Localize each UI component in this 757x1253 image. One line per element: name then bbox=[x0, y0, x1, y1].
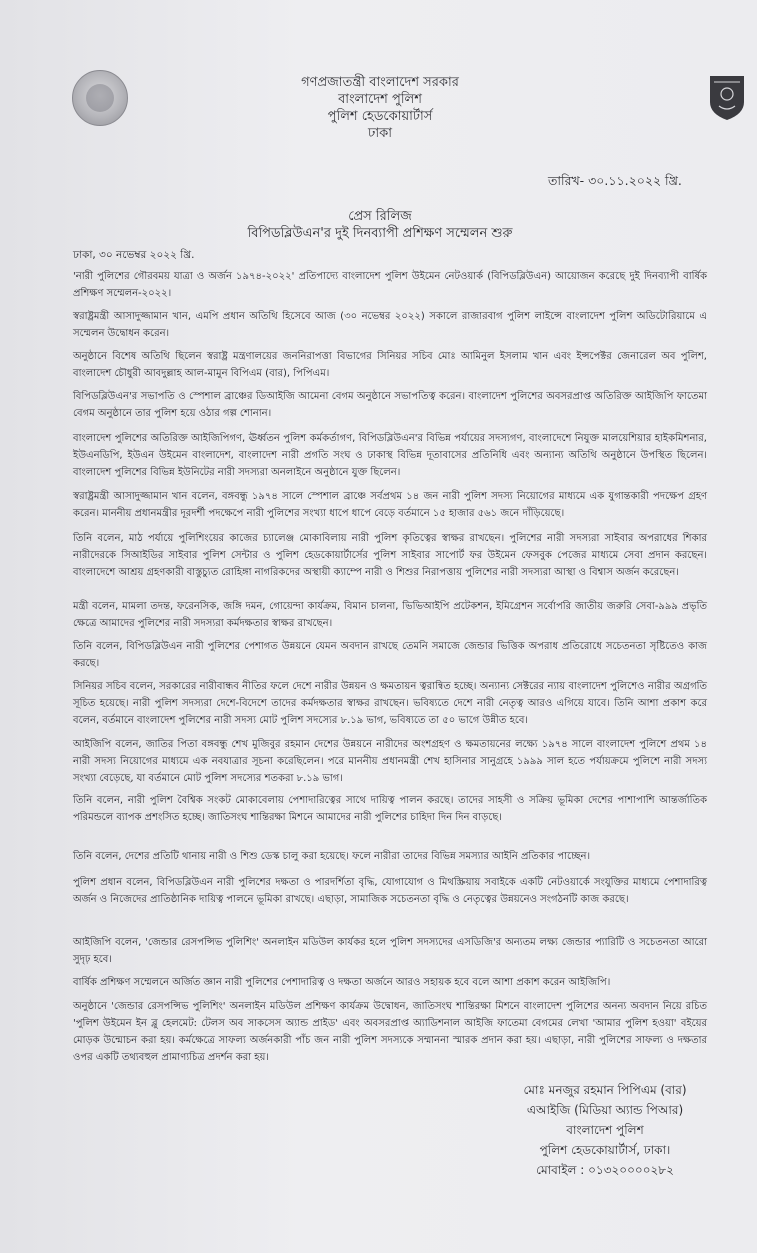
paragraph: 'নারী পুলিশের গৌরবময় যাত্রা ও অর্জন ১৯৭৪-২০২২' প্রতিপাদ্যে বাংলাদেশ পুলিশ উইমেন নেটওয়ার্ক (বিপিডব্লিউএন) আয়োজন করেছে দুই দিনব্যাপী বার্ষিক প্রশিক্ষণ সম্মেলন-২০২২। bbox=[73, 271, 707, 299]
letterhead-police: বাংলাদেশ পুলিশ bbox=[338, 92, 422, 107]
paragraph: অনুষ্ঠানে বিশেষ অতিথি ছিলেন স্বরাষ্ট্র মন্ত্রণালয়ের জননিরাপত্তা বিভাগের সিনিয়র সচিব মোঃ আমিনুল ইসলাম খান এবং ইন্সপেক্টর জেনারেল অব পুলিশ, বাংলাদেশ চৌধুরী আবদুল্লাহ আল-মামুন বিপিএম (বার), পিপিএম। bbox=[73, 351, 707, 379]
letterhead-headquarters: পুলিশ হেডকোয়ার্টার্স bbox=[327, 109, 433, 124]
signatory-name: মোঃ মনজুর রহমান পিপিএম (বার) bbox=[523, 1083, 687, 1097]
paragraph: বাংলাদেশ পুলিশের অতিরিক্ত আইজিপিগণ, ঊর্ধ্বতন পুলিশ কর্মকর্তাগণ, বিপিডব্লিউএন'র বিভিন্ন পর্যায়ের সদস্যগণ, বাংলাদেশে নিযুক্ত মালয়েশিয়ার হাইকমিশনার, ইউএনডিপি, ইউএন উইমেন বাংলাদেশ, বাংলাদেশ নারী প্রগতি সংঘ ও ঢাকাস্থ বিভিন্ন দূতাবাসের প্রতিনিধি এবং অন্যান্য অতিথি অনুষ্ঠানে উপস্থিত ছিলেন। বাংলাদেশ পুলিশের বিভিন্ন ইউনিটের নারী সদস্যরা অনলাইনে অনুষ্ঠানে যুক্ত ছিলেন। bbox=[73, 433, 707, 478]
letterhead-government: গণপ্রজাতন্ত্রী বাংলাদেশ সরকার bbox=[301, 75, 459, 90]
paragraph: আইজিপি বলেন, জাতির পিতা বঙ্গবন্ধু শেখ মুজিবুর রহমান দেশের উন্নয়নে নারীদের অংশগ্রহণ ও ক্ষমতায়নের লক্ষ্যে ১৯৭৪ সালে বাংলাদেশ পুলিশে প্রথম ১৪ নারী সদস্য নিয়োগের মাধ্যমে এক নবযাত্রার সূচনা করেছিলেন। পরে মাননীয় প্রধানমন্ত্রী শেখ হাসিনার সানুগ্রহে ১৯৯৯ সাল হতে পর্যায়ক্রমে পুলিশে নারী সদস্য সংখ্যা বেড়েছে, যা বর্তমানে মোট পুলিশ সদস্যের শতকরা ৮.১৯ ভাগ। bbox=[73, 739, 707, 784]
paragraph: সিনিয়র সচিব বলেন, সরকারের নারীবান্ধব নীতির ফলে দেশে নারীর উন্নয়ন ও ক্ষমতায়ন ত্বরান্বিত হচ্ছে। অন্যান্য সেক্টরের ন্যায় বাংলাদেশ পুলিশেও নারীর অগ্রগতি সূচিত হয়েছে। নারী পুলিশ সদস্যরা দেশে-বিদেশে তাদের কর্মদক্ষতার স্বাক্ষর রাখছেন। ভবিষ্যতে দেশে নারী নেতৃত্ব আরও এগিয়ে যাবে। তিনি আশা প্রকাশ করে বলেন, বর্তমানে বাংলাদেশ পুলিশের নারী সদস্য মোট পুলিশ সদস্যের ৮.১৯ ভাগ, ভবিষ্যতে তা ৫০ ভাগে উন্নীত হবে। bbox=[73, 681, 707, 726]
bangladesh-government-seal-icon bbox=[72, 70, 128, 126]
paragraph: বিপিডব্লিউএন'র সভাপতি ও স্পেশাল ব্রাঞ্চের ডিআইজি আমেনা বেগম অনুষ্ঠানে সভাপতিত্ব করেন। বাংলাদেশ পুলিশের অবসরপ্রাপ্ত অতিরিক্ত আইজিপি ফাতেমা বেগম অনুষ্ঠানে তার পুলিশ হয়ে ওঠার গল্প শোনান। bbox=[73, 391, 707, 419]
paragraph: বার্ষিক প্রশিক্ষণ সম্মেলনে অর্জিত জ্ঞান নারী পুলিশের পেশাদারিত্ব ও দক্ষতা অর্জনে আরও সহায়ক হবে বলে আশা প্রকাশ করেন আইজিপি। bbox=[73, 977, 611, 988]
dateline: ঢাকা, ৩০ নভেম্বর ২০২২ খ্রি. bbox=[73, 249, 195, 261]
signature-block bbox=[505, 1080, 705, 1180]
press-release-title bbox=[140, 208, 620, 242]
signatory-office: পুলিশ হেডকোয়ার্টার্স, ঢাকা। bbox=[539, 1143, 671, 1157]
press-release-heading: প্রেস রিলিজ bbox=[348, 209, 412, 224]
paragraph: তিনি বলেন, দেশের প্রতিটি থানায় নারী ও শিশু ডেস্ক চালু করা হয়েছে। ফলে নারীরা তাদের বিভিন্ন সমস্যার আইনি প্রতিকার পাচ্ছেন। bbox=[73, 851, 591, 862]
letterhead-city: ঢাকা bbox=[368, 126, 392, 141]
signatory-organization: বাংলাদেশ পুলিশ bbox=[566, 1123, 644, 1137]
press-release-subject: বিপিডব্লিউএন'র দুই দিনব্যাপী প্রশিক্ষণ সম্মেলন শুরু bbox=[247, 226, 513, 241]
paragraph: স্বরাষ্ট্রমন্ত্রী আসাদুজ্জামান খান, এমপি প্রধান অতিথি হিসেবে আজ (৩০ নভেম্বর ২০২২) সকালে রাজারবাগ পুলিশ লাইন্সে বাংলাদেশ পুলিশ অডিটোরিয়ামে এ সম্মেলন উদ্বোধন করেন। bbox=[73, 311, 707, 339]
paragraph: অনুষ্ঠানে 'জেন্ডার রেসপন্সিভ পুলিশিং' অনলাইন মডিউল প্রশিক্ষণ কার্যক্রম উদ্বোধন, জাতিসংঘ শান্তিরক্ষা মিশনে বাংলাদেশ পুলিশের অনন্য অবদান নিয়ে রচিত 'পুলিশ উইমেন ইন ব্লু হেলমেট: টেলস অব সাকসেস অ্যান্ড প্রাইড' এবং অবসরপ্রাপ্ত অ্যাডিশনাল আইজি ফাতেমা বেগমের লেখা 'আমার পুলিশ হওয়া' বইয়ের মোড়ক উন্মোচন করা হয়। কর্মক্ষেত্রে সাফল্য অর্জনকারী পাঁচ জন নারী পুলিশ সদস্যকে সম্মাননা স্মারক প্রদান করা হয়। এছাড়া, নারী পুলিশের সাফল্য ও দক্ষতার ওপর একটি তথ্যবহুল প্রামাণ্যচিত্র প্রদর্শন করা হয়। bbox=[73, 1001, 707, 1063]
paragraph: তিনি বলেন, নারী পুলিশ বৈশ্বিক সংকট মোকাবেলায় পেশাদারিত্বের সাথে দায়িত্ব পালন করছে। তাদের সাহসী ও সক্রিয় ভূমিকা দেশের পাশাপাশি আন্তর্জাতিক পরিমন্ডলে ব্যাপক প্রশংসিত হচ্ছে। জাতিসংঘ শান্তিরক্ষা মিশনে আমাদের নারী পুলিশের চাহিদা দিন দিন বাড়ছে। bbox=[73, 795, 707, 823]
paragraph: মন্ত্রী বলেন, মামলা তদন্ত, ফরেনসিক, জঙ্গি দমন, গোয়েন্দা কার্যক্রম, বিমান চালনা, ভিভিআইপি প্রটেকশন, ইমিগ্রেশন সর্বোপরি জাতীয় জরুরি সেবা-৯৯৯ প্রভৃতি ক্ষেত্রে আমাদের পুলিশের নারী সদস্যরা কর্মদক্ষতার স্বাক্ষর রাখছেন। bbox=[73, 601, 707, 629]
paragraph: স্বরাষ্ট্রমন্ত্রী আসাদুজ্জামান খান বলেন, বঙ্গবন্ধু ১৯৭৪ সালে স্পেশাল ব্রাঞ্চে সর্বপ্রথম ১৪ জন নারী পুলিশ সদস্য নিয়োগের মাধ্যমে এক যুগান্তকারী পদক্ষেপ গ্রহণ করেন। মাননীয় প্রধানমন্ত্রীর দূরদর্শী পদক্ষেপে নারী পুলিশের সংখ্যা ধাপে ধাপে বেড়ে বর্তমানে ১৫ হাজার ৫৬১ জনে দাঁড়িয়েছে। bbox=[73, 491, 707, 519]
paragraph: তিনি বলেন, বিপিডব্লিউএন নারী পুলিশের পেশাগত উন্নয়নে যেমন অবদান রাখছে তেমনি সমাজে জেন্ডার ভিত্তিক অপরাধ প্রতিরোধে সচেতনতা সৃষ্টিতেও কাজ করছে। bbox=[73, 641, 707, 669]
paragraph: আইজিপি বলেন, 'জেন্ডার রেসপন্সিভ পুলিশিং' অনলাইন মডিউল কার্যকর হলে পুলিশ সদস্যদের এসডিজি'র অন্যতম লক্ষ্য জেন্ডার প্যারিটি ও সচেতনতা আরো সুদৃঢ় হবে। bbox=[73, 937, 707, 965]
paragraph: তিনি বলেন, মাঠ পর্যায়ে পুলিশিংয়ের কাজের চ্যালেঞ্জ মোকাবিলায় নারী পুলিশ কৃতিত্বের স্বাক্ষর রাখছেন। পুলিশের নারী সদস্যরা সাইবার অপরাধের শিকার নারীদেরকে সিআইডির সাইবার পুলিশ সেন্টার ও পুলিশ হেডকোয়ার্টার্সের পুলিশ সাইবার সাপোর্ট ফর উইমেন ফেসবুক পেজের মাধ্যমে সেবা প্রদান করছেন। বাংলাদেশে আশ্রয় গ্রহণকারী বাস্তুচ্যুত রোহিঙ্গা নাগরিকদের অস্থায়ী ক্যাম্পে নারী ও শিশুর নিরাপত্তায় পুলিশের নারী সদস্যরা আস্থা ও বিশ্বাস অর্জন করেছেন। bbox=[73, 533, 707, 578]
letterhead bbox=[230, 74, 530, 142]
issue-date: তারিখ- ৩০.১১.২০২২ খ্রি. bbox=[548, 173, 682, 188]
signatory-mobile: মোবাইল : ০১৩২০০০০২৮২ bbox=[536, 1163, 674, 1177]
paragraph: পুলিশ প্রধান বলেন, বিপিডব্লিউএন নারী পুলিশের দক্ষতা ও পারদর্শিতা বৃদ্ধি, যোগাযোগ ও মিথস্ক্রিয়ায় সবাইকে একটি নেটওয়ার্কে সংযুক্তির মাধ্যমে পেশাদারিত্ব অর্জন ও নিজেদের প্রাতিষ্ঠানিক দায়িত্ব পালনে ভূমিকা রাখছে। এছাড়া, সামাজিক সচেতনতা বৃদ্ধি ও নেতৃত্বের উন্নয়নেও সংগঠনটি কাজ করছে। bbox=[73, 877, 707, 905]
signatory-designation: এআইজি (মিডিয়া অ্যান্ড পিআর) bbox=[526, 1103, 684, 1117]
bangladesh-police-emblem-icon bbox=[708, 74, 746, 122]
